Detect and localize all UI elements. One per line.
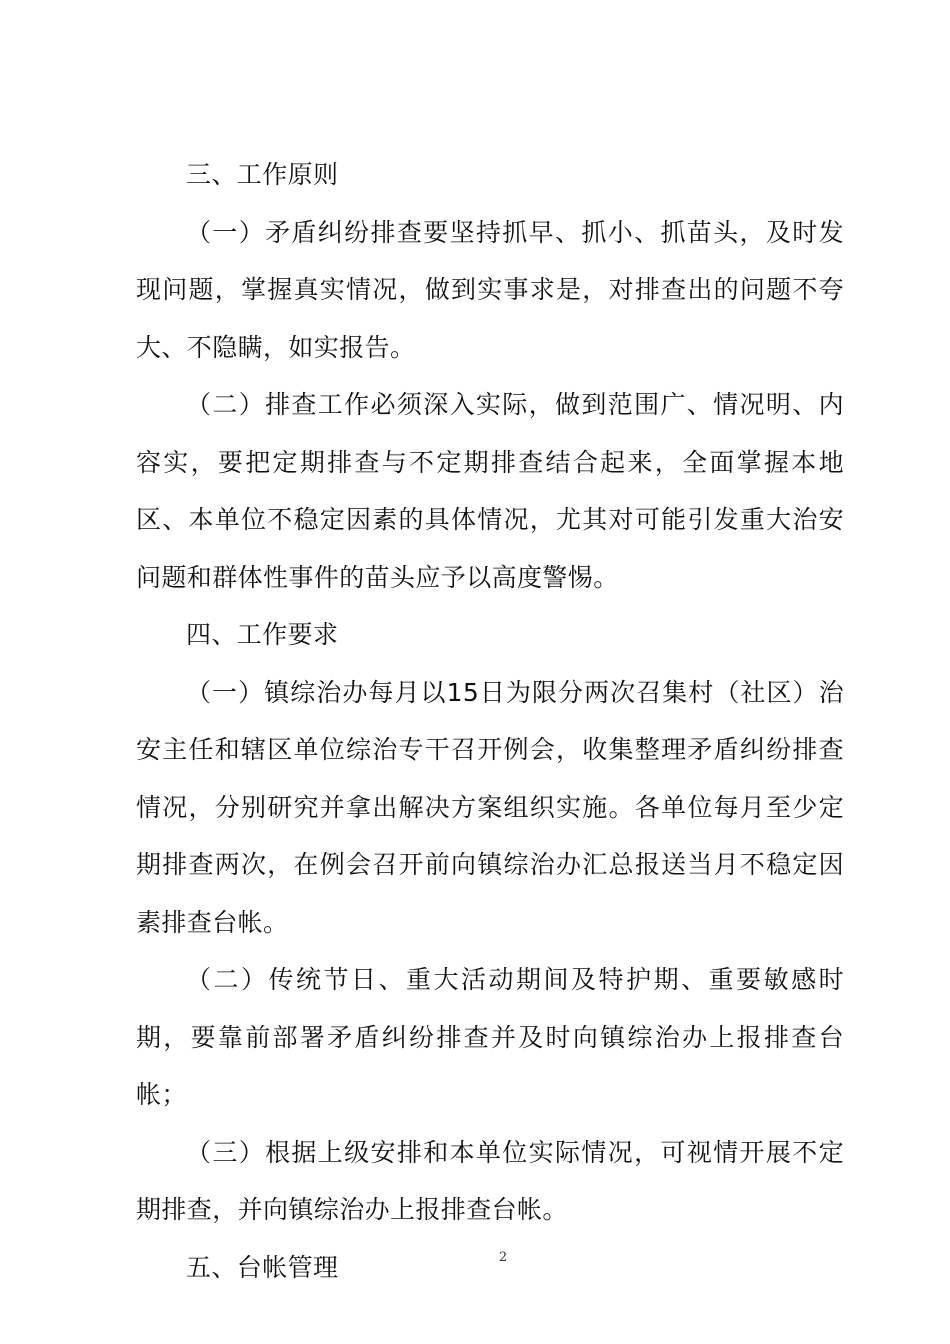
paragraph: （二）传统节日、重大活动期间及特护期、重要敏感时期，要靠前部署矛盾纠纷排查并及时向镇综治办上报排查台帐；: [136, 965, 844, 1109]
paragraph: （三）根据上级安排和本单位实际情况，可视情开展不定期排查，并向镇综治办上报排查台帐。: [136, 1137, 844, 1224]
page-number: 2: [498, 1250, 508, 1265]
section-heading: 五、台帐管理: [186, 1252, 339, 1282]
document-body: [136, 146, 844, 1296]
paragraph: （二）排查工作必须深入实际，做到范围广、情况明、内容实，要把定期排查与不定期排查结合起来，全面掌握本地区、本单位不稳定因素的具体情况，尤其对可能引发重大治安问题和群体性事件的苗头应予以高度警惕。: [136, 390, 844, 592]
section-heading: 三、工作原则: [186, 160, 339, 189]
paragraph: （一）镇综治办每月以15日为限分两次召集村（社区）治安主任和辖区单位综治专干召开例会，收集整理矛盾纠纷排查情况，分别研究并拿出解决方案组织实施。各单位每月至少定期排查两次，在例会召开前向镇综治办汇总报送当月不稳定因素排查台帐。: [136, 677, 844, 937]
paragraph: （一）矛盾纠纷排查要坚持抓早、抓小、抓苗头，及时发现问题，掌握真实情况，做到实事求是，对排查出的问题不夸大、不隐瞒，如实报告。: [136, 217, 844, 362]
section-heading: 四、工作要求: [186, 620, 339, 649]
